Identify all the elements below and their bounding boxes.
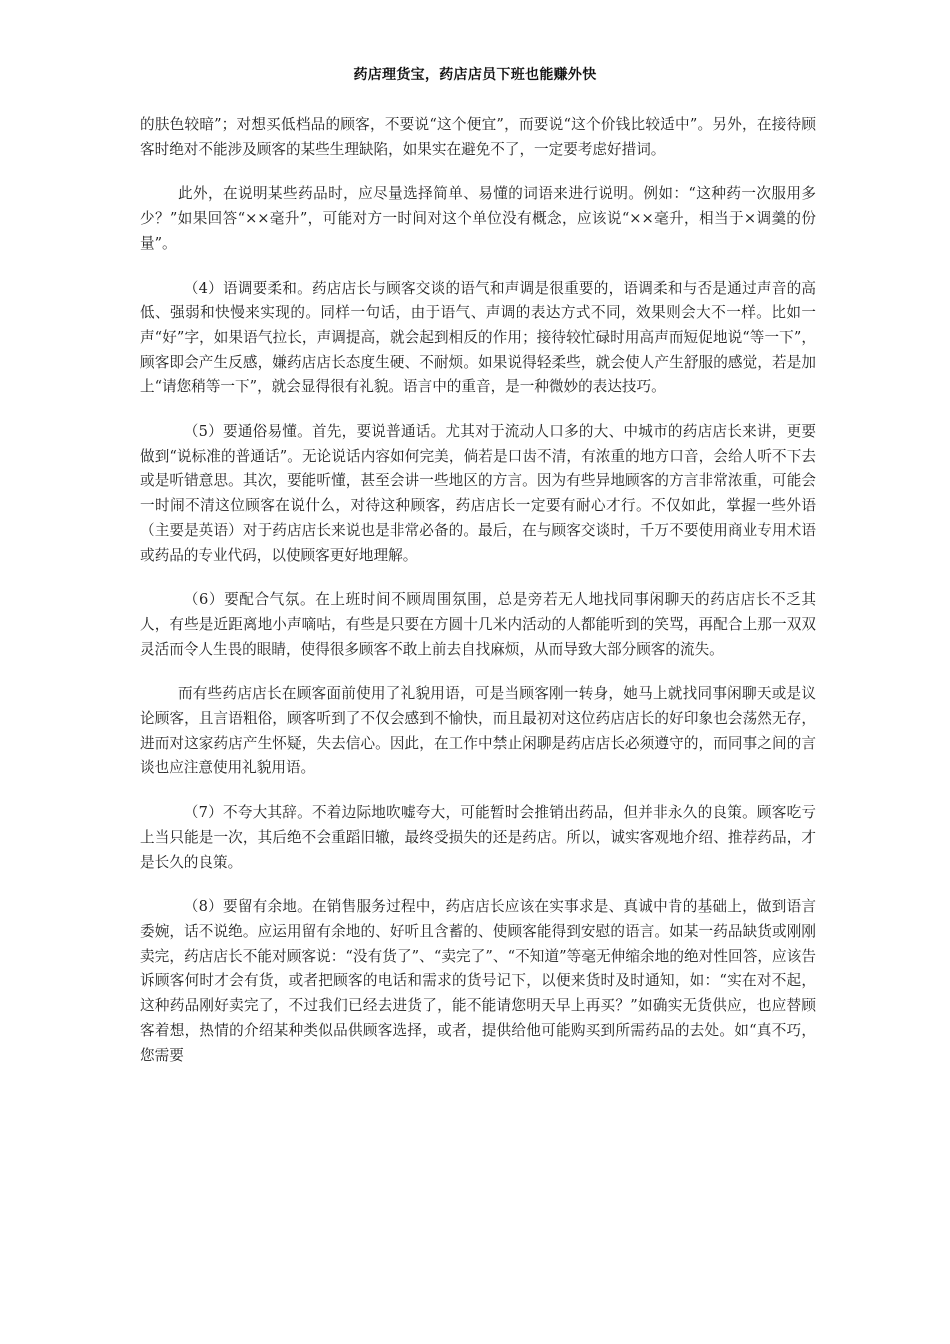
paragraph-point-8: （8）要留有余地。在销售服务过程中，药店店长应该在实事求是、真诚中肯的基础上，做到语言委婉，话不说绝。应运用留有余地的、好听且含蓄的、使顾客能得到安慰的语言。如某一药品缺货或刚刚卖完，药店店长不能对顾客说：“没有货了”、“卖完了”、“不知道”等毫无伸缩余地的绝对性回答，应该告诉顾客何时才会有货，或者把顾客的电话和需求的货号记下，以便来货时及时通知，如：“实在对不起，这种药品刚好卖完了，不过我们已经去进货了，能不能请您明天早上再买？”如确实无货供应，也应替顾客着想，热情的介绍某种类似品供顾客选择，或者，提供给他可能购买到所需药品的去处。如“真不巧，您需要 — [140, 898, 816, 1064]
page-header: 药店理货宝，药店店员下班也能赚外快 — [353, 67, 597, 83]
paragraph-units-explanation: 此外，在说明某些药品时，应尽量选择简单、易懂的词语来进行说明。例如：“这种药一次服用多少？”如果回答“××毫升”，可能对方一时间对这个单位没有概念，应该说“××毫升，相当于×调羹的份量”。 — [140, 185, 816, 252]
paragraph-point-4: （4）语调要柔和。药店店长与顾客交谈的语气和声调是很重要的，语调柔和与否是通过声音的高低、强弱和快慢来实现的。同样一句话，由于语气、声调的表达方式不同，效果则会大不一样。比如一声“好”字，如果语气拉长，声调提高，就会起到相反的作用；接待较忙碌时用高声而短促地说“等一下”，顾客即会产生反感，嫌药店店长态度生硬、不耐烦。如果说得轻柔些，就会使人产生舒服的感觉，若是加上“请您稍等一下”，就会显得很有礼貌。语言中的重音，是一种微妙的表达技巧。 — [140, 279, 816, 396]
paragraph-gap — [140, 257, 816, 277]
paragraph-gap — [140, 568, 816, 588]
paragraph-gap — [140, 662, 816, 682]
paragraph-point-5: （5）要通俗易懂。首先，要说普通话。尤其对于流动人口多的大、中城市的药店店长来讲，更要做到“说标准的普通话”。无论说话内容如何完美，倘若是口齿不清，有浓重的地方口音，会给人听不下去或是听错意思。其次，要能听懂，甚至会讲一些地区的方言。因为有些异地顾客的方言非常浓重，可能会一时闹不清这位顾客在说什么，对待这种顾客，药店店长一定要有耐心才行。不仅如此，掌握一些外语（主要是英语）对于药店店长来说也是非常必备的。最后，在与顾客交谈时，千万不要使用商业专用术语或药品的专业代码，以使顾客更好地理解。 — [140, 423, 816, 564]
paragraph-point-6: （6）要配合气氛。在上班时间不顾周围氛围，总是旁若无人地找同事闲聊天的药店店长不乏其人，有些是近距离地小声嘀咕，有些是只要在方圆十几米内活动的人都能听到的笑骂，再配合上那一双双灵活而令人生畏的眼睛，使得很多顾客不敢上前去自找麻烦，从而导致大部分顾客的流失。 — [140, 591, 816, 658]
paragraph-gap — [140, 781, 816, 801]
paragraph-point-7: （7）不夸大其辞。不着边际地吹嘘夸大，可能暂时会推销出药品，但并非永久的良策。顾客吃亏上当只能是一次，其后绝不会重蹈旧辙，最终受损失的还是药店。所以，诚实客观地介绍、推荐药品，才是长久的良策。 — [140, 804, 816, 871]
paragraph-gap — [140, 400, 816, 420]
document-body — [140, 113, 816, 1068]
paragraph-continuation: 的肤色较暗”；对想买低档品的顾客，不要说“这个便宜”，而要说“这个价钱比较适中”。另外，在接待顾客时绝对不能涉及顾客的某些生理缺陷，如果实在避免不了，一定要考虑好措词。 — [140, 116, 816, 158]
paragraph-chatting: 而有些药店店长在顾客面前使用了礼貌用语，可是当顾客刚一转身，她马上就找同事闲聊天或是议论顾客，且言语粗俗，顾客听到了不仅会感到不愉快，而且最初对这位药店店长的好印象也会荡然无存，进而对这家药店产生怀疑，失去信心。因此，在工作中禁止闲聊是药店店长必须遵守的，而同事之间的言谈也应注意使用礼貌用语。 — [140, 685, 816, 777]
paragraph-gap — [140, 875, 816, 895]
paragraph-gap — [140, 162, 816, 182]
